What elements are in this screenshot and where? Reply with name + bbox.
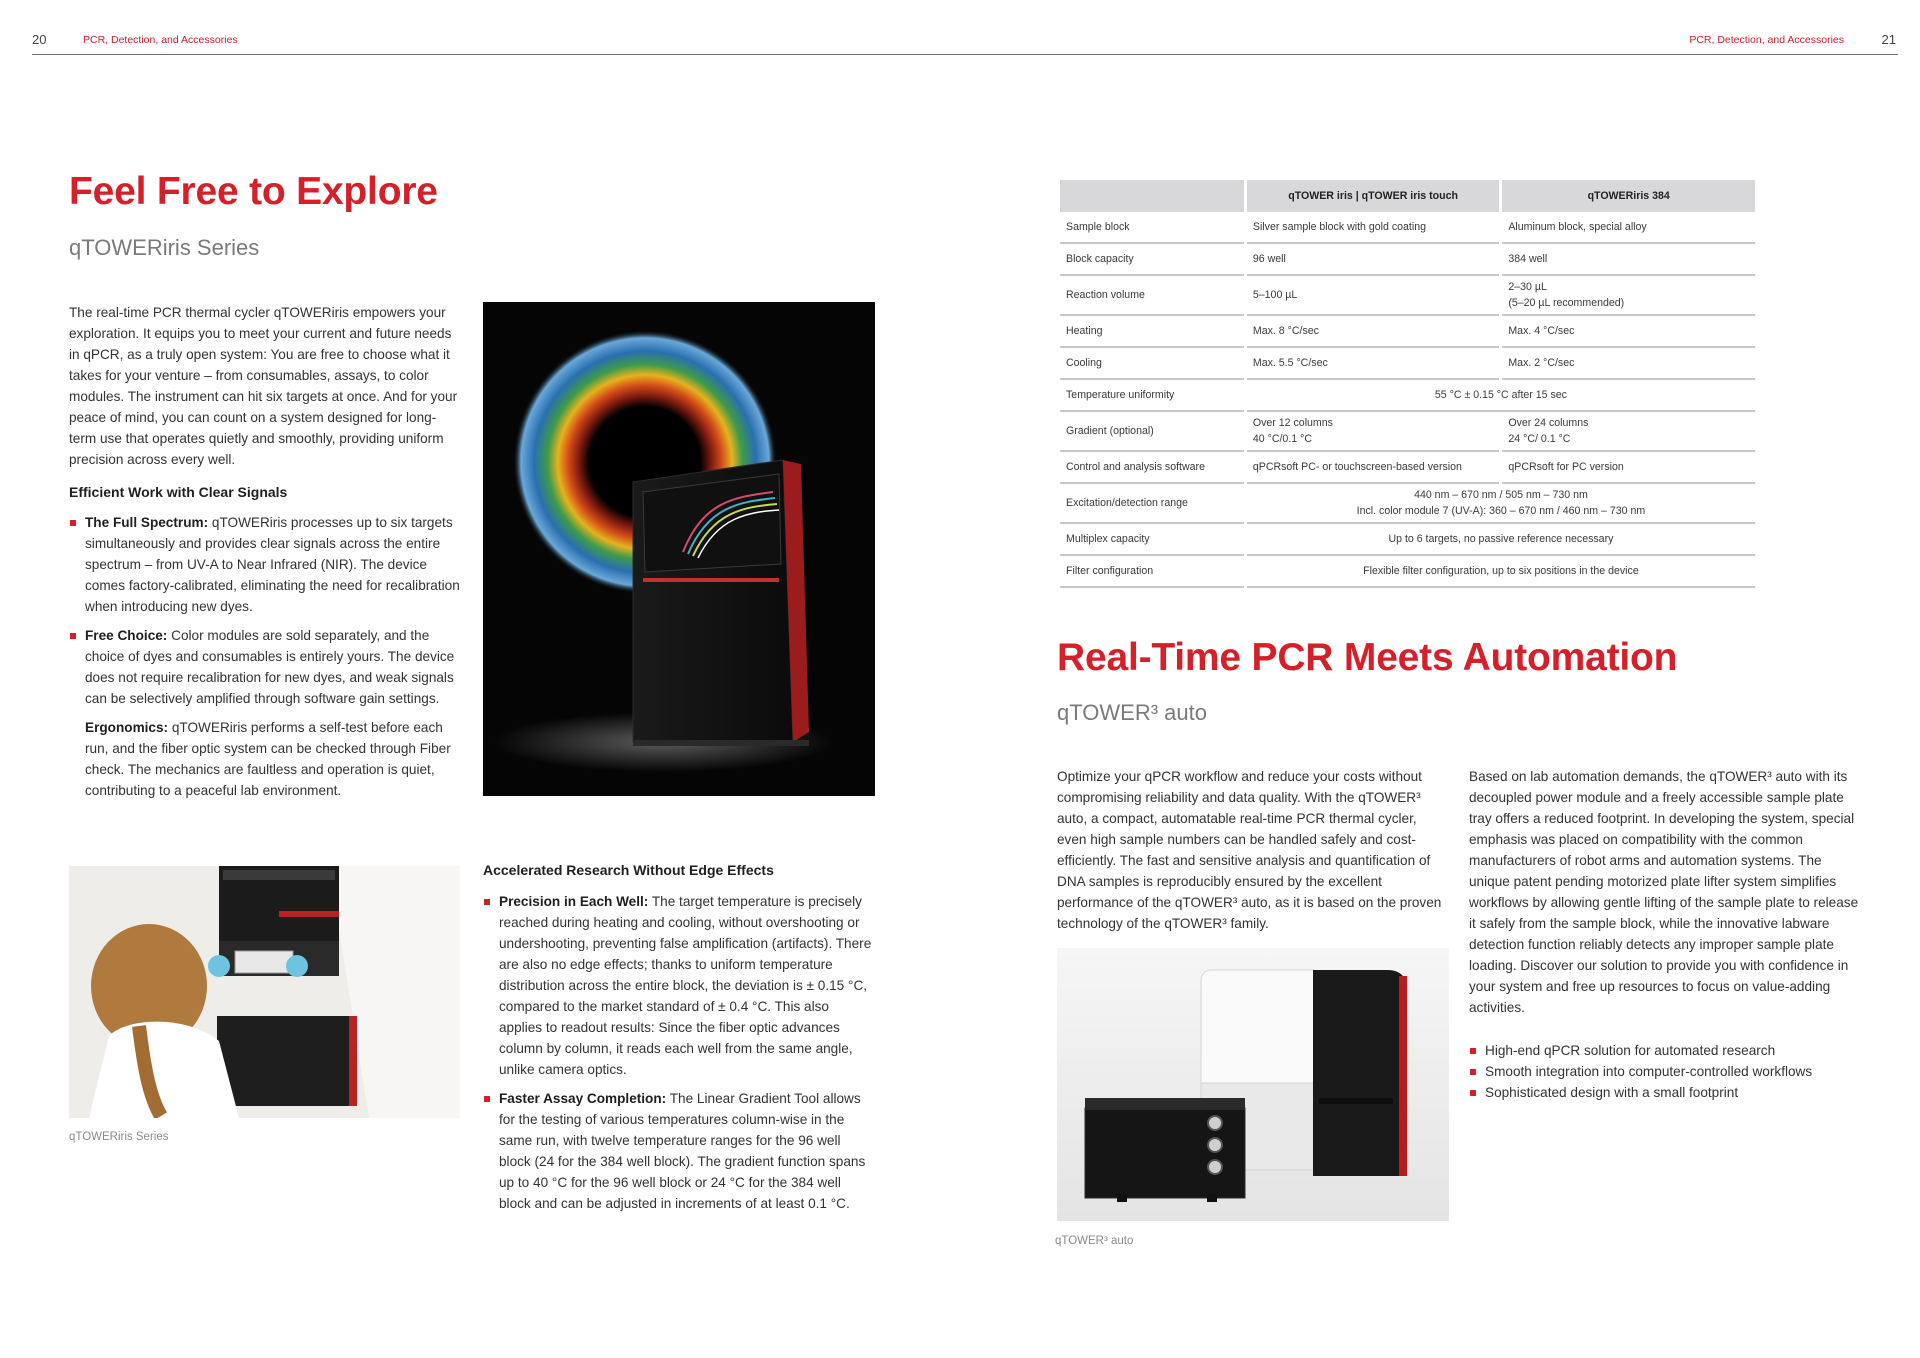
list-item	[69, 512, 467, 617]
cell-value	[1502, 276, 1755, 316]
bullet-marker	[70, 633, 76, 639]
qtoweriris-illustration	[483, 302, 875, 796]
right-column2-paragraph: Based on lab automation demands, the qTOWER³ auto with its decoupled power module and a freely accessible sample plate tray offers a reduced footprint. In developing the system, special emphasis was placed on compatibility with the common manufacturers of robot arms and automation systems. The unique patent pending motorized plate lifter system simplifies workflows by allowing gentle lifting of the sample plate to release it safely from the sample block, while the innovative labware detection function reliably detects any improper sample plate loading. Discover our solution to provide you with confidence in your system and free up resources to focus on value-adding activities.	[1469, 769, 1859, 1015]
row-label: Block capacity	[1060, 244, 1244, 276]
table-header-cell: qTOWER iris | qTOWER iris touch	[1247, 180, 1499, 212]
cell-value	[1502, 412, 1755, 452]
section-heading-clear-signals: Efficient Work with Clear Signals	[69, 484, 288, 500]
bullet-marker	[484, 1096, 490, 1102]
row-label: Excitation/detection range	[1060, 484, 1244, 524]
ergonomics-text: qTOWERiris performs a self-test before each run, and the fiber optic system can be checked through Fiber check. The mechanics are faultless and operation is quiet, contributing to a peaceful lab environment.	[85, 720, 451, 798]
table-row	[1060, 412, 1755, 452]
right-page-subtitle: qTOWER³ auto	[1057, 700, 1207, 725]
row-label: Heating	[1060, 316, 1244, 348]
section-heading-edge-effects: Accelerated Research Without Edge Effects	[483, 862, 774, 878]
bullet-marker	[70, 520, 76, 526]
bullet-marker	[484, 899, 490, 905]
edge-effects-list	[483, 891, 875, 1222]
table-row	[1060, 244, 1755, 276]
left-page-title: Feel Free to Explore	[69, 170, 438, 213]
lab-scene-illustration	[69, 866, 460, 1118]
cell-line: 24 °C/ 0.1 °C	[1508, 433, 1571, 445]
cell-value: 55 °C ± 0.15 °C after 15 sec	[1247, 380, 1755, 412]
bullet-marker	[1470, 1069, 1476, 1075]
list-item	[483, 891, 875, 1080]
row-label: Reaction volume	[1060, 276, 1244, 316]
row-label: Temperature uniformity	[1060, 380, 1244, 412]
ergonomics-paragraph	[85, 717, 467, 801]
list-item	[1469, 1061, 1864, 1082]
bullet-lead: Precision in Each Well:	[499, 894, 649, 909]
table-row	[1060, 316, 1755, 348]
cell-value: Up to 6 targets, no passive reference necessary	[1247, 524, 1755, 556]
qtower3-auto-product-photo	[1057, 948, 1449, 1221]
lab-photo-scientist	[69, 866, 460, 1118]
bullet-lead: Free Choice:	[85, 628, 168, 643]
row-label: Sample block	[1060, 212, 1244, 244]
bullet-text: Sophisticated design with a small footprint	[1485, 1085, 1739, 1100]
cell-line: Incl. color module 7 (UV-A): 360 – 670 nm / 460 nm – 730 nm	[1356, 505, 1646, 517]
bullet-text: Color modules are sold separately, and the choice of dyes and consumables is entirely yours. The device does not require recalibration for new dyes, and weak signals can be selectively amplified through software gain settings.	[85, 628, 455, 706]
list-item	[1469, 1082, 1864, 1103]
cell-value: Max. 2 °C/sec	[1502, 348, 1755, 380]
table-header-cell	[1060, 180, 1244, 212]
cell-value: Max. 4 °C/sec	[1502, 316, 1755, 348]
left-page-number: 20	[32, 32, 47, 47]
table-row	[1060, 484, 1755, 524]
row-label: Cooling	[1060, 348, 1244, 380]
bullet-lead: Faster Assay Completion:	[499, 1091, 667, 1106]
cell-value: qPCRsoft PC- or touchscreen-based version	[1247, 452, 1499, 484]
right-running-title: PCR, Detection, and Accessories	[1689, 34, 1844, 46]
table-row	[1060, 348, 1755, 380]
cell-line: Over 12 columns	[1252, 417, 1333, 429]
header-rule	[32, 54, 1898, 55]
table-header-cell: qTOWERiris 384	[1502, 180, 1755, 212]
right-page-number: 21	[1881, 32, 1896, 47]
cell-value	[1247, 412, 1499, 452]
ergonomics-lead: Ergonomics:	[85, 720, 169, 735]
bullet-marker	[1470, 1090, 1476, 1096]
table-row	[1060, 380, 1755, 412]
bullet-marker	[1470, 1048, 1476, 1054]
cell-value: Silver sample block with gold coating	[1247, 212, 1499, 244]
bullet-lead: The Full Spectrum:	[85, 515, 209, 530]
bullet-text: High-end qPCR solution for automated research	[1485, 1043, 1776, 1058]
table-row	[1060, 556, 1755, 588]
cell-value: 96 well	[1247, 244, 1499, 276]
qtoweriris-product-photo	[483, 302, 875, 796]
right-column1-paragraph: Optimize your qPCR workflow and reduce your costs without compromising reliability and data quality. With the qTOWER³ auto, a compact, automatable real-time PCR thermal cycler, even high sample numbers can be handled safely and cost-efficiently. The fast and sensitive analysis and quantification of DNA samples is reproducibly ensured by the excellent performance of the qTOWER³ auto, as it is based on the proven technology of the qTOWER³ family.	[1057, 769, 1442, 931]
bullet-text: Smooth integration into computer-controlled workflows	[1485, 1064, 1813, 1079]
cell-line: 2–30 µL	[1508, 281, 1547, 293]
list-item	[69, 625, 467, 709]
cell-line: 440 nm – 670 nm / 505 nm – 730 nm	[1414, 489, 1588, 501]
table-header-row	[1060, 180, 1755, 212]
list-item	[483, 1088, 875, 1214]
cell-value: Aluminum block, special alloy	[1502, 212, 1755, 244]
right-image-caption: qTOWER³ auto	[1055, 1235, 1134, 1247]
specification-table	[1057, 180, 1758, 588]
qtower3-feature-list	[1469, 1040, 1864, 1103]
row-label: Multiplex capacity	[1060, 524, 1244, 556]
left-image-caption: qTOWERiris Series	[69, 1131, 169, 1143]
left-running-title: PCR, Detection, and Accessories	[83, 34, 238, 46]
cell-value: qPCRsoft for PC version	[1502, 452, 1755, 484]
table-row	[1060, 452, 1755, 484]
bullet-text: The target temperature is precisely reached during heating and cooling, without overshooting or undershooting, preventing false amplification (artifacts). There are also no edge effects; thanks to uniform temperature distribution across the entire block, the deviation is ± 0.15 °C, compared to the market standard of ± 0.4 °C. This also applies to readout results: Since the fiber optic advances column by column, it reads each well from the same angle, unlike camera optics.	[499, 894, 872, 1077]
bullet-text: The Linear Gradient Tool allows for the testing of various temperatures column-wise in the same run, with twelve temperature ranges for the 96 well block (24 for the 384 well block). The gradient function spans up to 40 °C for the 96 well block or 24 °C for the 384 well block and can be adjusted in increments of at least 0.1 °C.	[499, 1091, 866, 1211]
qtower3-auto-illustration	[1057, 948, 1449, 1221]
row-label: Control and analysis software	[1060, 452, 1244, 484]
cell-line: 40 °C/0.1 °C	[1252, 433, 1312, 445]
table-row	[1060, 524, 1755, 556]
bullet-text: qTOWERiris processes up to six targets simultaneously and provides clear signals across the entire spectrum – from UV-A to Near Infrared (NIR). The device comes factory-calibrated, eliminating the need for recalibration when introducing new dyes.	[85, 515, 460, 614]
cell-value: 384 well	[1502, 244, 1755, 276]
left-intro-paragraph: The real-time PCR thermal cycler qTOWERiris empowers your exploration. It equips you to meet your current and future needs in qPCR, as a truly open system: You are free to choose what it takes for your venture – from consumables, assays, to color modules. The instrument can hit six targets at once. And for your peace of mind, you can count on a system designed for long-term use that operates quietly and smoothly, providing uniform precision across every well.	[69, 305, 458, 467]
clear-signals-list	[69, 512, 467, 717]
row-label: Gradient (optional)	[1060, 412, 1244, 452]
cell-line: Over 24 columns	[1508, 417, 1589, 429]
list-item	[1469, 1040, 1864, 1061]
cell-line: (5–20 µL recommended)	[1508, 297, 1625, 309]
row-label: Filter configuration	[1060, 556, 1244, 588]
right-page-title: Real-Time PCR Meets Automation	[1057, 636, 1678, 679]
cell-value: Max. 8 °C/sec	[1247, 316, 1499, 348]
cell-value: 5–100 µL	[1247, 276, 1499, 316]
table-row	[1060, 276, 1755, 316]
table-row	[1060, 212, 1755, 244]
cell-value: Flexible filter configuration, up to six positions in the device	[1247, 556, 1755, 588]
left-page-subtitle: qTOWERiris Series	[69, 235, 260, 260]
cell-value	[1247, 484, 1755, 524]
cell-value: Max. 5.5 °C/sec	[1247, 348, 1499, 380]
